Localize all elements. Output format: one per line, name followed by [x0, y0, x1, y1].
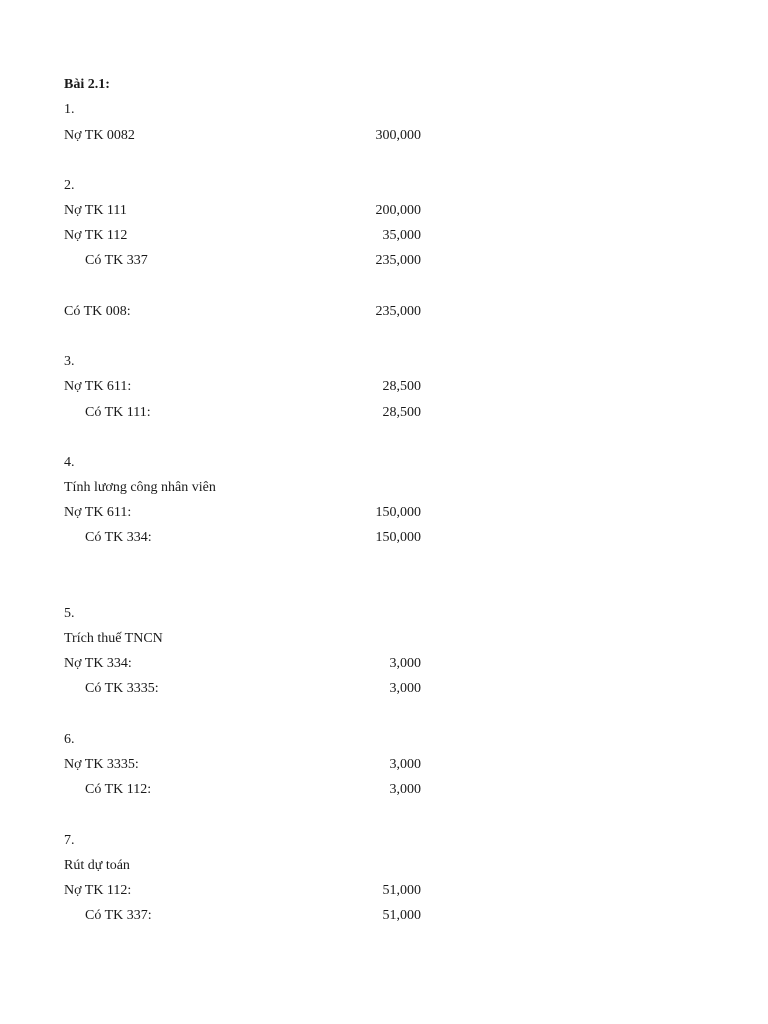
journal-line: [64, 201, 421, 221]
amount-value: 200,000: [375, 203, 421, 218]
amount-value: 28,500: [382, 405, 421, 420]
entry-number-3: [64, 352, 421, 372]
amount-value: 3,000: [389, 757, 421, 772]
entry-description: [64, 856, 421, 876]
journal-line: [64, 654, 421, 674]
journal-line: [64, 251, 421, 271]
account-label: Có TK 112:: [85, 782, 152, 797]
account-label: Có TK 334:: [85, 530, 152, 545]
amount-value: 235,000: [375, 304, 421, 319]
journal-line: [64, 302, 421, 322]
entry-number-text: 4.: [64, 455, 75, 470]
entry-number-6: [64, 730, 421, 750]
journal-line: [64, 780, 421, 800]
account-label: Nợ TK 112: [64, 228, 128, 243]
journal-line: [64, 403, 421, 423]
entry-number-text: 2.: [64, 178, 75, 193]
journal-line: [64, 226, 421, 246]
journal-line: [64, 377, 421, 397]
account-label: Nợ TK 112:: [64, 883, 132, 898]
amount-value: 35,000: [382, 228, 421, 243]
entry-number-5: [64, 604, 421, 624]
amount-value: 51,000: [382, 908, 421, 923]
account-label: Có TK 337:: [85, 908, 152, 923]
entry-number-4: [64, 453, 421, 473]
amount-value: 300,000: [375, 128, 421, 143]
account-label: Nợ TK 611:: [64, 505, 132, 520]
exercise-title: [64, 75, 421, 95]
entry-description: [64, 478, 421, 498]
journal-line: [64, 881, 421, 901]
entry-number-text: 6.: [64, 732, 75, 747]
account-label: Có TK 3335:: [85, 681, 159, 696]
entry-description: [64, 629, 421, 649]
journal-line: [64, 126, 421, 146]
entry-number-text: 5.: [64, 606, 75, 621]
journal-line: [64, 755, 421, 775]
account-label: Nợ TK 0082: [64, 128, 135, 143]
entry-description-text: Rút dự toán: [64, 858, 130, 873]
journal-line: [64, 679, 421, 699]
amount-value: 3,000: [389, 681, 421, 696]
amount-value: 150,000: [375, 505, 421, 520]
account-label: Nợ TK 111: [64, 203, 127, 218]
entry-number-1: [64, 100, 421, 120]
entry-number-text: 3.: [64, 354, 75, 369]
journal-line: [64, 906, 421, 926]
account-label: Nợ TK 611:: [64, 379, 132, 394]
entry-number-text: 7.: [64, 833, 75, 848]
account-label: Có TK 008:: [64, 304, 131, 319]
entry-description-text: Trích thuế TNCN: [64, 631, 163, 646]
journal-line: [64, 528, 421, 548]
account-label: Có TK 111:: [85, 405, 151, 420]
entry-description-text: Tính lương công nhân viên: [64, 480, 216, 495]
amount-value: 28,500: [382, 379, 421, 394]
amount-value: 150,000: [375, 530, 421, 545]
account-label: Nợ TK 3335:: [64, 757, 139, 772]
amount-value: 51,000: [382, 883, 421, 898]
amount-value: 3,000: [389, 782, 421, 797]
account-label: Có TK 337: [85, 253, 148, 268]
account-label: Nợ TK 334:: [64, 656, 132, 671]
journal-line: [64, 503, 421, 523]
entry-number-text: 1.: [64, 102, 75, 117]
entry-number-2: [64, 176, 421, 196]
amount-value: 3,000: [389, 656, 421, 671]
entry-number-7: [64, 831, 421, 851]
amount-value: 235,000: [375, 253, 421, 268]
exercise-title-text: Bài 2.1:: [64, 77, 110, 92]
